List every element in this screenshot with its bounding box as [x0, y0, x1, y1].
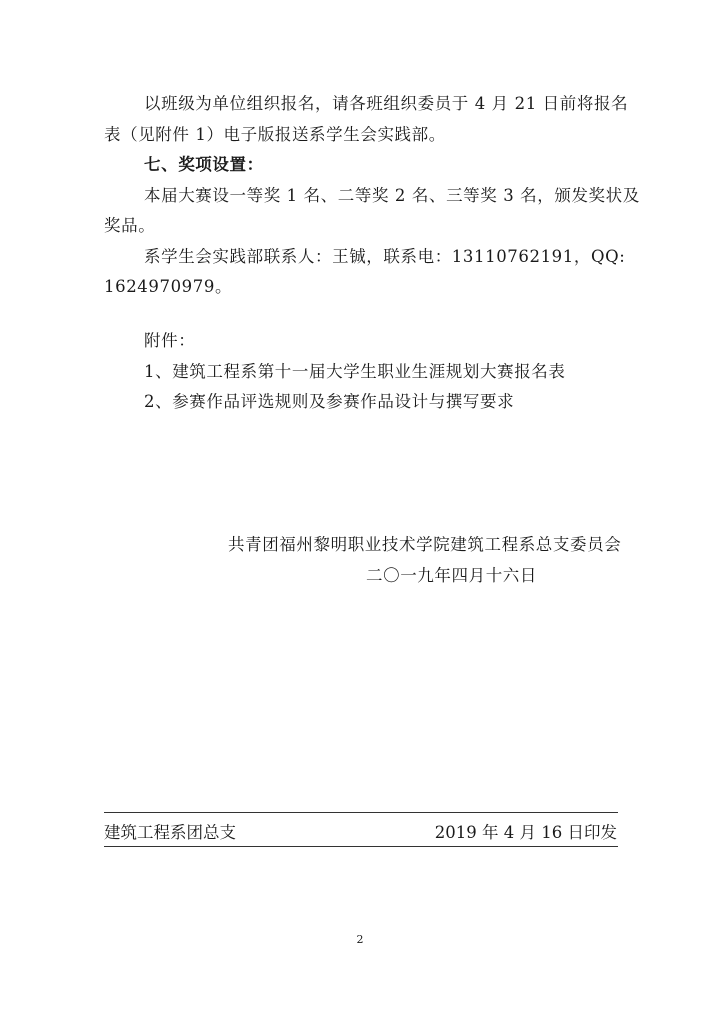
paragraph-contact-line-1: 系学生会实践部联系人：王铖，联系电：13110762191，QQ: [144, 247, 626, 266]
section-heading-awards: 七、奖项设置： [144, 155, 264, 174]
page-number: 2 [356, 933, 364, 946]
paragraph-awards-line-2: 奖品。 [104, 216, 156, 235]
signature-date: 二〇一九年四月十六日 [366, 566, 537, 585]
paragraph-registration-line-2: 表（见附件 1）电子版报送系学生会实践部。 [104, 125, 446, 144]
paragraph-contact-line-2: 1624970979。 [104, 277, 233, 296]
footer-issuer: 建筑工程系团总支 [104, 823, 236, 842]
footer-top-rule [104, 812, 618, 813]
attachments-label: 附件： [144, 331, 196, 350]
paragraph-awards-line-1: 本届大赛设一等奖 1 名、二等奖 2 名、三等奖 3 名，颁发奖状及 [144, 186, 640, 205]
signature-organization: 共青团福州黎明职业技术学院建筑工程系总支委员会 [228, 535, 622, 554]
attachment-item-2: 2、参赛作品评选规则及参赛作品设计与撰写要求 [144, 392, 515, 411]
attachment-item-1: 1、建筑工程系第十一届大学生职业生涯规划大赛报名表 [144, 362, 566, 381]
footer-print-date: 2019 年 4 月 16 日印发 [434, 823, 617, 842]
footer-bottom-rule [104, 846, 618, 847]
paragraph-registration-line-1: 以班级为单位组织报名，请各班组织委员于 4 月 21 日前将报名 [144, 94, 629, 113]
